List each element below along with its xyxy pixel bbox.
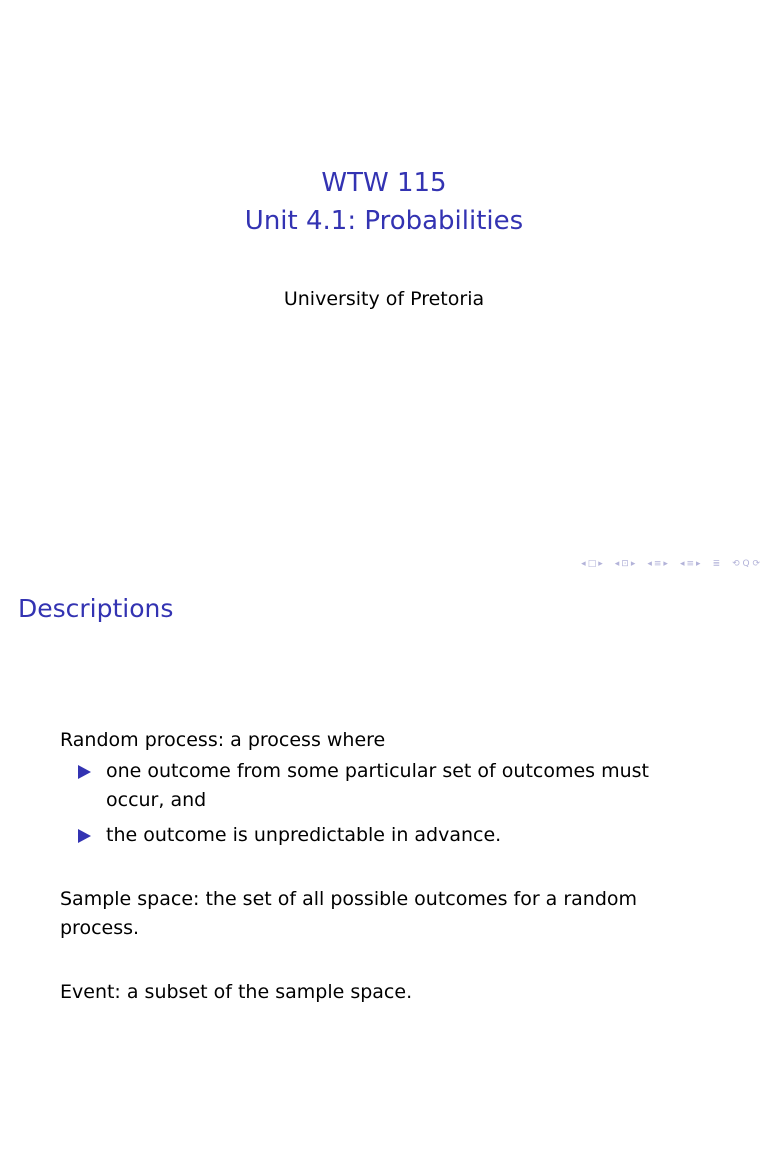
search-icons[interactable]: ⟲ Q ⟳ [732,559,760,569]
list-item [78,821,700,850]
sample-space-definition: Sample space: the set of all possible outcomes for a random process. [60,888,638,939]
next-arrow-icon[interactable]: ▸ [663,559,668,569]
prev-arrow-icon[interactable]: ◂ [581,559,586,569]
course-title: WTW 115 [321,168,447,198]
descriptions-slide [0,576,768,1152]
section-nav[interactable] [647,557,668,571]
title-block [0,164,768,240]
align-icon[interactable]: ≣ [712,559,721,569]
list-item-text: the outcome is unpredictable in advance. [106,824,502,846]
frame-icon[interactable]: □ [587,559,597,569]
next-arrow-icon[interactable]: ▸ [696,559,701,569]
frame-nav[interactable] [581,557,603,571]
list-item [78,757,700,815]
frame-title: Descriptions [18,594,174,623]
align-nav[interactable] [713,557,721,571]
frame-body [60,726,700,1007]
random-process-definition: Random process: a process where [60,729,386,751]
prev-arrow-icon[interactable]: ◂ [647,559,652,569]
presentation-nav[interactable] [680,557,701,571]
next-arrow-icon[interactable]: ▸ [630,559,636,569]
random-process-block [60,726,700,850]
navigation-symbols [581,557,760,571]
triangle-bullet-icon [78,829,91,843]
prev-arrow-icon[interactable]: ◂ [614,559,620,569]
prev-arrow-icon[interactable]: ◂ [679,559,685,569]
next-arrow-icon[interactable]: ▸ [598,559,603,569]
event-definition: Event: a subset of the sample space. [60,981,413,1003]
section-icon[interactable]: ≡ [653,559,662,569]
triangle-bullet-icon [78,765,91,779]
list-item-text: one outcome from some particular set of outcomes must occur, and [106,760,649,811]
subsection-icon[interactable]: ⊡ [621,559,629,569]
search-nav[interactable] [732,557,760,571]
bullet-list [60,757,700,850]
subsection-nav[interactable] [615,557,636,571]
section-icon[interactable]: ≡ [686,559,695,569]
unit-title: Unit 4.1: Probabilities [244,206,524,236]
institute-name: University of Pretoria [283,288,485,310]
